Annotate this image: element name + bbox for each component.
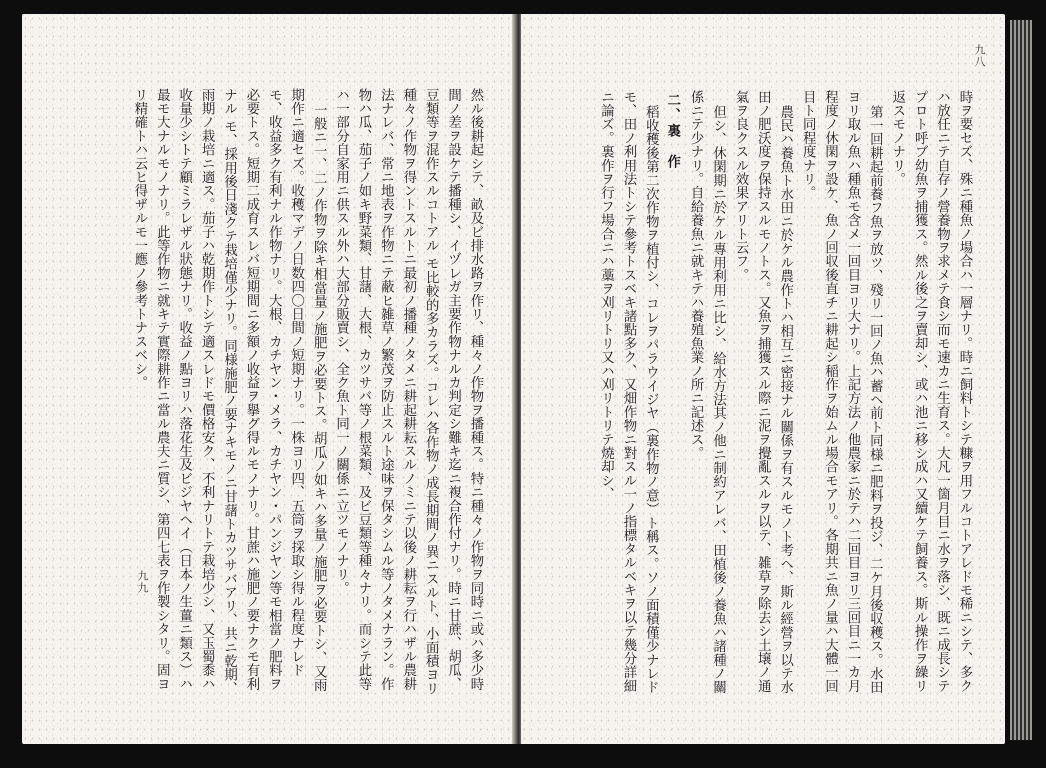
section-heading: 二、裏 作: [664, 92, 681, 170]
paragraph: 農民ハ養魚ト水田ニ於ケル農作トハ相互ニ密接ナル關係ヲ有スルモノト考ヘ、斯ル經營ヲ以テ水田ノ肥沃度ヲ保持スルモノトス。又魚ヲ捕獲スル際ニ泥ヲ攪亂スルヲ以テ、雑草ヲ除去シ土壌ノ通氣ヲ良クスル效果アリト云フ。: [732, 90, 793, 694]
page-edges: [1010, 20, 1032, 740]
right-page-text: [594, 90, 975, 700]
paragraph: 然ル後耕起シテ、畝及ビ排水路ヲ作リ、種々ノ作物ヲ播種ス。特ニ種々ノ作物ヲ同時ニ或ハ多少時間ノ差ヲ設ケテ播種シ、イヅレガ主要作物ナルカ判定シ難キ迄ニ複合作付ナリ。時ニ甘蔗、胡瓜、豆類等ヲ混作スルコトアル モ比較的多カラズ。コレハ各作物ノ成長期間ノ異ニスルト、小面積ヨリ種々ノ作物ヲ得ントスルトニ最初ノ播種ノタメニ耕起耕耘スルノミニテ以後ノ耕耘ヲ行ハザル農耕法ナレバ、常ニ地表ヲ作物ニテ蔽ヒ雑草ノ繁茂ヲ防止スルト途味ヲ保タシムル等ノタメナラン。作物ハ瓜、茄子ノ如キ野菜類、甘藷、大根、カツサバ等ノ根菜類、及ビ豆類等種々ナリ。而シテ此等ハ一部分自家用ニ供スル外ハ大部分販賣シ、全ク魚ト同一ノ關係ニ立ツモノナリ。: [333, 88, 483, 696]
right-page: [521, 14, 1005, 744]
page-number: 九八: [973, 44, 986, 68]
left-page-text: [128, 88, 487, 698]
paragraph: 但シ、休閑期ニ於ケル專用利用ニ比シ、給水方法其ノ他ニ制約アレバ、田植後ノ養魚ハ諸種ノ關係ニテ少ナリ。自給養魚ニ就キテハ養殖魚業ノ所ニ記述ス。: [688, 90, 726, 694]
paragraph: 第一回耕起前養フ魚ヲ放ツ、殘リ一回ノ魚ハ蓄ヘ前ト同様ニ肥料ヲ投ジ、二ケ月後収穫ス。水田ヨリ取ル魚ハ種魚モ含メ一回目ヨリ大ナリ。上記方法ノ他農家ニ於テハ二回目ヨリ三回目ニ一カ月程度ノ休閑ヲ設ケ、魚ノ回収後直チニ耕起シ稲作ヲ始ムル場合モアリ。各期共ニ魚ノ量ハ大體一回目ト同程度ナリ。: [800, 90, 883, 694]
page-number: 九九: [136, 570, 149, 594]
paragraph: 稻收穫後第二次作物ヲ植付シ、コレヲパラウイジヤ（裏作物ノ意）ト稱ス。ソノ面積僅少ナレドモ、田ノ利用法トシテ參考トスベキ諸點多ク、又畑作物ニ對スル一ノ指標タルベキヲ以テ幾分詳細ニ論ズ。裏作ヲ行フ場合ニハ藁ヲ刈リトリ又ハ刈リトリテ燒却シ、: [598, 90, 659, 694]
paragraph: 一般ニ一、二ノ作物ヲ除キ相當量ノ施肥ヲ必要トス。胡瓜ノ如キハ多量ノ施肥ヲ必要トシ、又雨期作ニ適セズ。收穫マデノ日数四〇日間ノ短期ナリ。一株ヨリ四、五筒ヲ採取シ得ル程度ナレドモ、收益多ク有利ナル作物ナリ。大根、カチヤン・メラ、カチヤン・パンジヤン等モ相當ノ肥料ヲ必要トス。短期二成育スレバ短期間ニ多額ノ收益ヲ擧グ得ルモノナリ。甘蔗ハ施肥ノ要ナクモ有利ナル モ、採用後日淺クテ栽培僅少ナリ。同様施肥ノ要ナキモノニ甘藷トカツサバアリ、共ニ乾期、雨期ノ栽培ニ適ス。茄子ハ乾期作トシテ適スレドモ價格安ク、不利ナリトテ栽培少シ、又玉蜀黍ハ收量少シトテ顧ミラレザル狀態ナリ。收益ノ點ヨリハ落花生及ビジヤヘイ（日本ノ生薑ニ類ス）ハ最モ大ナルモノナリ。此等作物ニ就キテ實際耕作ニ當ル農夫ニ質シ、第四七表ヲ作製シタリ。固ヨリ精確トハ云ヒ得ザルモ一應ノ參考トナスベシ。: [131, 88, 327, 696]
left-page: [22, 14, 514, 744]
paragraph: 時ヲ要セズ、殊ニ種魚ノ場合ハ一層ナリ。時ニ飼料トシテ糠ヲ用フルコトアレドモ稀ニシテ、多クハ放任ニテ自存ノ營養物ヲ求メテ食シ而モ速カニ生育ス。大凡一箇月目ニ水ヲ落シ、既ニ成長シテプロト呼ブ幼魚ヲ捕獲ス。然ル後之ヲ賣却シ、或ハ池ニ移シ成ハ又續ケテ飼養ス。斯ル操作ヲ繰リ返スモノナリ。: [889, 90, 972, 693]
